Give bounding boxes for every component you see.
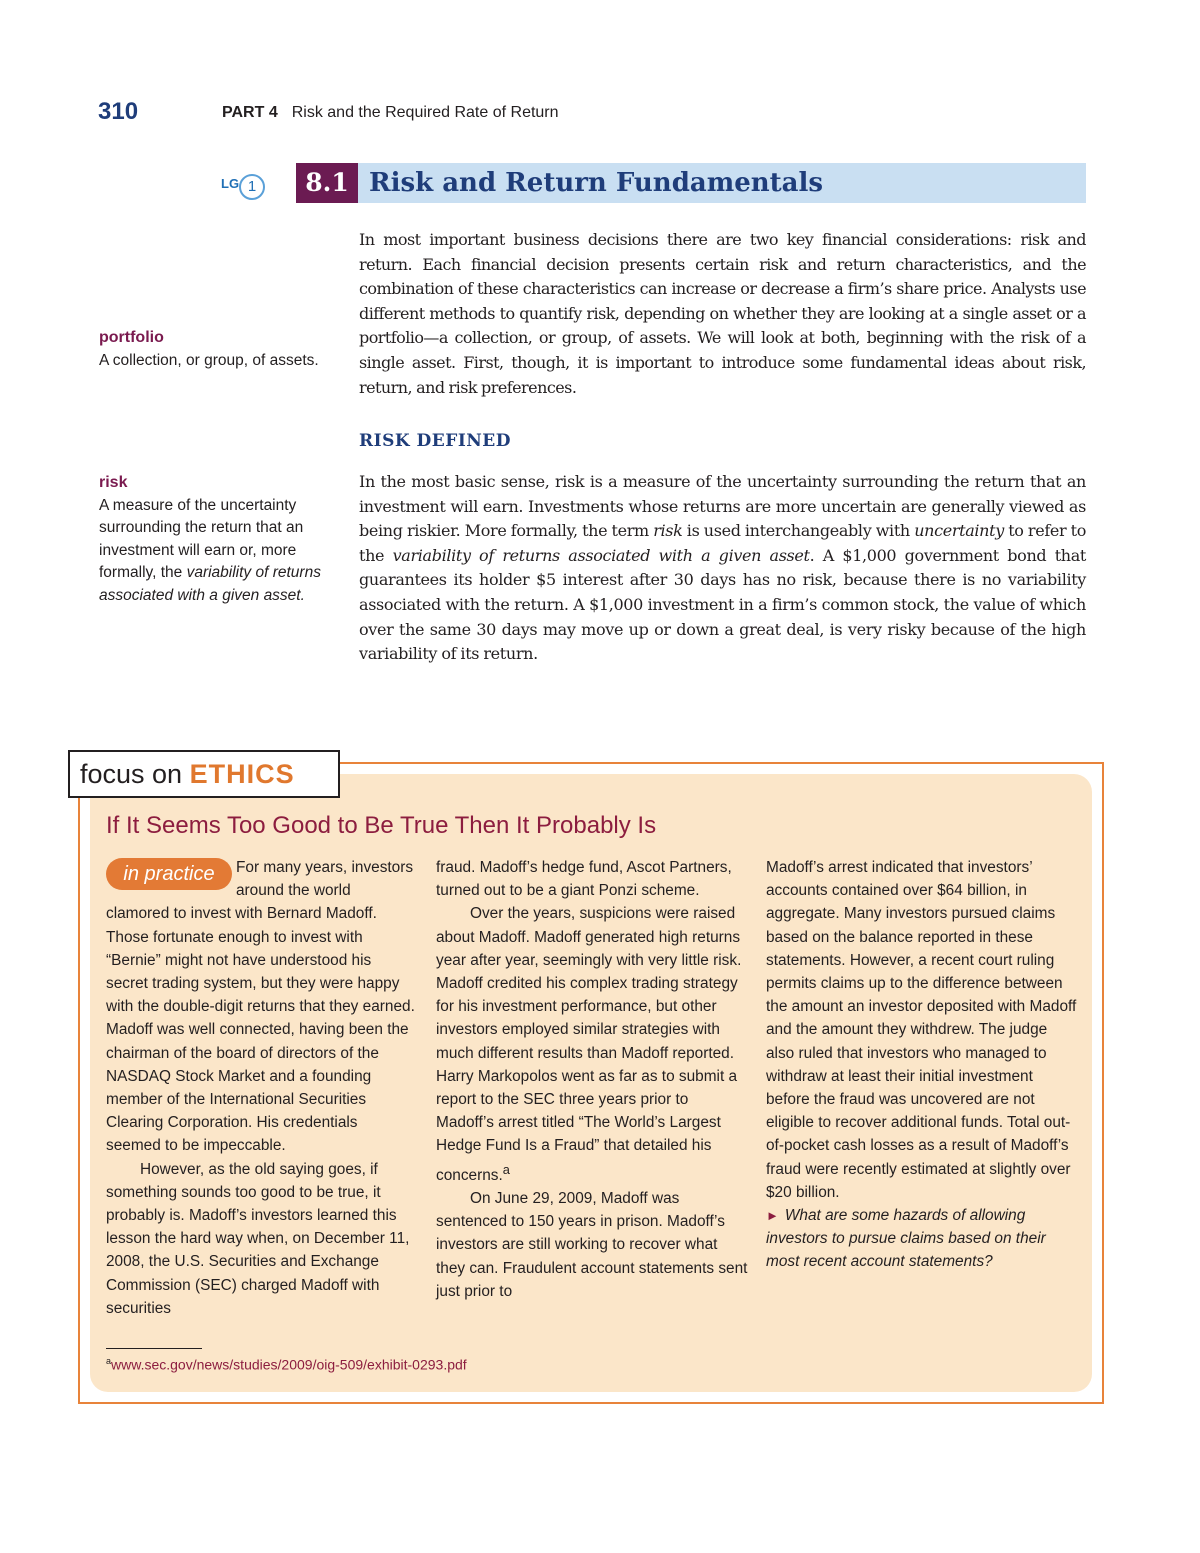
risk-defined-paragraph (359, 470, 1086, 667)
ethics-paragraph: Madoff’s arrest indicated that investors’ accounts contained over $64 billion, in aggregate. Many investors pursued claims based on the balance reported in these statements. However, a recent court ruling permits claims up to the difference between the amount an investor deposited with Madoff and the amount they withdrew. The judge also ruled that investors who managed to withdraw at least their initial investment before the fraud was uncovered are not eligible to recover additional funds. Total out-of-pocket cash losses as a result of Madoff’s fraud were recently estimated at slightly over $20 billion. (766, 859, 1077, 1201)
ethics-paragraph: For many years, investors around the world clamored to invest with Bernard Madoff. Those fortunate enough to invest with “Bernie” might not have understood his secret trading system, but they were happy with the double-digit returns that they earned. Madoff was well connected, having been the chairman of the board of directors of the NASDAQ Stock Market and a founding member of the International Securities Clearing Corporation. His credentials seemed to be impeccable. (106, 859, 415, 1155)
ethics-column-2 (436, 856, 748, 1303)
part-label: PART 4 (222, 104, 278, 121)
running-head (222, 104, 559, 122)
section-title: Risk and Return Fundamentals (369, 168, 824, 198)
glossary-term: portfolio (99, 329, 164, 346)
footnote (106, 1356, 467, 1373)
discussion-question (766, 1204, 1078, 1274)
term-risk: risk (653, 521, 683, 541)
lg-label: LG (221, 176, 240, 191)
ethics-paragraph: However, as the old saying goes, if something sounds too good to be true, it probably is. Madoff’s investors learned this lesson the hard way when, on December 11, 2008, the U.S. Securities and Exchange Commission (SEC) charged Madoff with securities (106, 1160, 410, 1317)
section-number: 8.1 (296, 163, 358, 203)
glossary-portfolio (99, 327, 331, 372)
footnote-mark: a (106, 1356, 112, 1366)
page-number: 310 (98, 98, 139, 125)
arrow-icon: ► (766, 1208, 779, 1224)
learning-goal-badge (217, 172, 269, 202)
lg-number: 1 (239, 174, 265, 200)
focus-on-ethics-tab (68, 750, 340, 798)
glossary-definition: A measure of the uncertainty surrounding the return that an investment will earn or, more formally, the (99, 496, 304, 581)
ethics-paragraph: fraud. Madoff’s hedge fund, Ascot Partners, turned out to be a giant Ponzi scheme. (436, 859, 732, 900)
lg-bar (217, 192, 243, 202)
risk-text-a: In the most basic sense, risk is a measure of the uncertainty surrounding the return that an investment will earn. Investments whose returns are more uncertain are generally viewed as being riskier. More formally, the term (359, 472, 1086, 541)
part-title: Risk and the Required Rate of Return (291, 104, 559, 121)
question-text: What are some hazards of allowing investors to pursue claims based on their most recent account statements? (766, 1207, 1046, 1271)
ethics-text: Over the years, suspicions were raised about Madoff. Madoff generated high returns year after year, seemingly with very little risk. Madoff credited his complex trading strategy for his investment performance, but other investors employed similar strategies with much different results than Madoff reported. Harry Markopolos went as far as to submit a report to the SEC three years prior to Madoff’s arrest titled “The World’s Largest Hedge Fund Is a Fraud” that detailed his concerns. (436, 905, 742, 1184)
ethics-box-title: If It Seems Too Good to Be True Then It Probably Is (106, 812, 657, 839)
footnote-rule (106, 1348, 202, 1349)
ethics-paragraph: On June 29, 2009, Madoff was sentenced to 150 years in prison. Madoff’s investors are still working to recover what they can. Fraudulent account statements sent just prior to (436, 1189, 748, 1300)
ethics-column-1 (106, 856, 416, 1320)
risk-text-b: is used interchangeably with (682, 521, 915, 541)
term-uncertainty: uncertainty (914, 521, 1004, 541)
risk-text-c: to refer to the (359, 521, 1086, 565)
term-variability: variability of returns associated with a given asset (392, 545, 810, 565)
glossary-definition-italic: variability of returns associated with a given asset. (99, 564, 321, 604)
intro-paragraph: In most important business decisions there are two key financial considerations: risk and return. Each financial decision presents certain risk and return characteristics, and the combination of these characteristics can increase or decrease a firm’s share price. Analysts use different methods to quantify risk, depending on whether they are looking at a single asset or a portfolio—a collection, or group, of assets. We will look at both, beginning with the risk of a single asset. First, though, it is important to introduce some fundamental ideas about risk, return, and risk preferences. (359, 230, 1086, 397)
in-practice-badge: in practice (106, 858, 232, 890)
ethics-paragraph (436, 902, 748, 1187)
focus-word: ETHICS (189, 759, 295, 789)
risk-text-d: . A $1,000 government bond that guarantees its holder $5 interest after 30 days has no risk, because there is no variability associated with the return. A $1,000 investment in a firm’s common stock, the value of which over the same 30 days may move up or down a great deal, is very risky because of the high variability of its return. (359, 545, 1087, 664)
glossary-term: risk (99, 474, 128, 491)
footnote-link[interactable]: www.sec.gov/news/studies/2009/oig-509/exhibit-0293.pdf (111, 1356, 467, 1373)
subheading-risk-defined: RISK DEFINED (359, 431, 512, 451)
focus-label: focus on (80, 759, 183, 789)
glossary-risk (99, 472, 331, 607)
ethics-column-3 (766, 856, 1078, 1274)
glossary-definition: A collection, or group, of assets. (99, 351, 319, 369)
footnote-ref: a (502, 1161, 510, 1177)
